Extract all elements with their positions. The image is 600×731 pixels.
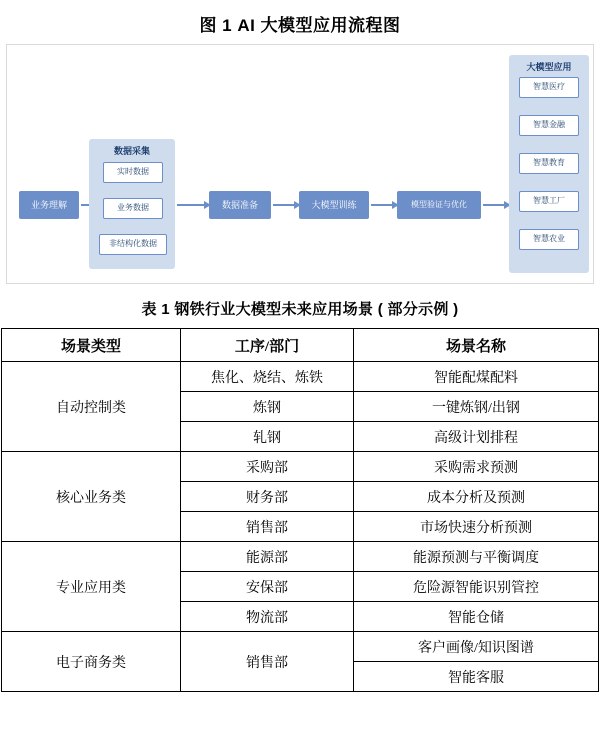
cell-scene: 市场快速分析预测 — [354, 512, 599, 542]
flow-node-business: 业务理解 — [19, 191, 79, 219]
table-header-scene: 场景名称 — [354, 329, 599, 362]
cell-dept: 销售部 — [181, 512, 354, 542]
cell-type-auto-control: 自动控制类 — [2, 362, 181, 452]
table-row — [2, 632, 599, 662]
cell-scene: 能源预测与平衡调度 — [354, 542, 599, 572]
cell-type-core-business: 核心业务类 — [2, 452, 181, 542]
cell-scene: 智能配煤配料 — [354, 362, 599, 392]
cell-dept: 财务部 — [181, 482, 354, 512]
table-row — [2, 452, 599, 482]
subnode-smart-finance: 智慧金融 — [519, 115, 579, 136]
arrow-prep-to-train — [273, 204, 295, 206]
arrow-verify-to-apply — [483, 204, 505, 206]
subnode-realtime-data: 实时数据 — [103, 162, 163, 183]
cell-scene: 客户画像/知识图谱 — [354, 632, 599, 662]
cell-dept: 物流部 — [181, 602, 354, 632]
table-header-type: 场景类型 — [2, 329, 181, 362]
figure-canvas — [6, 44, 594, 284]
arrow-train-to-verify — [371, 204, 393, 206]
flow-node-train: 大模型训练 — [299, 191, 369, 219]
cell-scene: 采购需求预测 — [354, 452, 599, 482]
arrow-collect-to-prep — [177, 204, 205, 206]
cell-scene: 一键炼钢/出钢 — [354, 392, 599, 422]
group-data-collection-title: 数据采集 — [113, 146, 150, 156]
table-title: 表 1 钢铁行业大模型未来应用场景 ( 部分示例 ) — [141, 301, 459, 318]
cell-type-ecommerce: 电子商务类 — [2, 632, 181, 692]
table-header-row — [2, 329, 599, 362]
figure-title: 图 1 AI 大模型应用流程图 — [199, 16, 401, 35]
cell-dept: 轧钢 — [181, 422, 354, 452]
cell-dept: 炼钢 — [181, 392, 354, 422]
cell-scene: 危险源智能识别管控 — [354, 572, 599, 602]
subnode-smart-agriculture: 智慧农业 — [519, 229, 579, 250]
flow-node-data-prep: 数据准备 — [209, 191, 271, 219]
cell-scene: 智能客服 — [354, 662, 599, 692]
cell-type-professional: 专业应用类 — [2, 542, 181, 632]
table-header-dept: 工序/部门 — [181, 329, 354, 362]
subnode-smart-education: 智慧教育 — [519, 153, 579, 174]
subnode-unstructured-data: 非结构化数据 — [99, 234, 167, 255]
cell-scene: 成本分析及预测 — [354, 482, 599, 512]
cell-scene: 智能仓储 — [354, 602, 599, 632]
cell-dept: 能源部 — [181, 542, 354, 572]
flow-node-verify: 模型验证与优化 — [397, 191, 481, 219]
subnode-business-data: 业务数据 — [103, 198, 163, 219]
cell-dept: 安保部 — [181, 572, 354, 602]
group-model-applications-title: 大模型应用 — [526, 62, 572, 72]
table-row — [2, 542, 599, 572]
cell-dept: 采购部 — [181, 452, 354, 482]
cell-scene: 高级计划排程 — [354, 422, 599, 452]
cell-dept: 销售部 — [181, 632, 354, 692]
scene-table — [1, 328, 599, 692]
subnode-smart-healthcare: 智慧医疗 — [519, 77, 579, 98]
subnode-smart-factory: 智慧工厂 — [519, 191, 579, 212]
table-row — [2, 362, 599, 392]
cell-dept: 焦化、烧结、炼铁 — [181, 362, 354, 392]
